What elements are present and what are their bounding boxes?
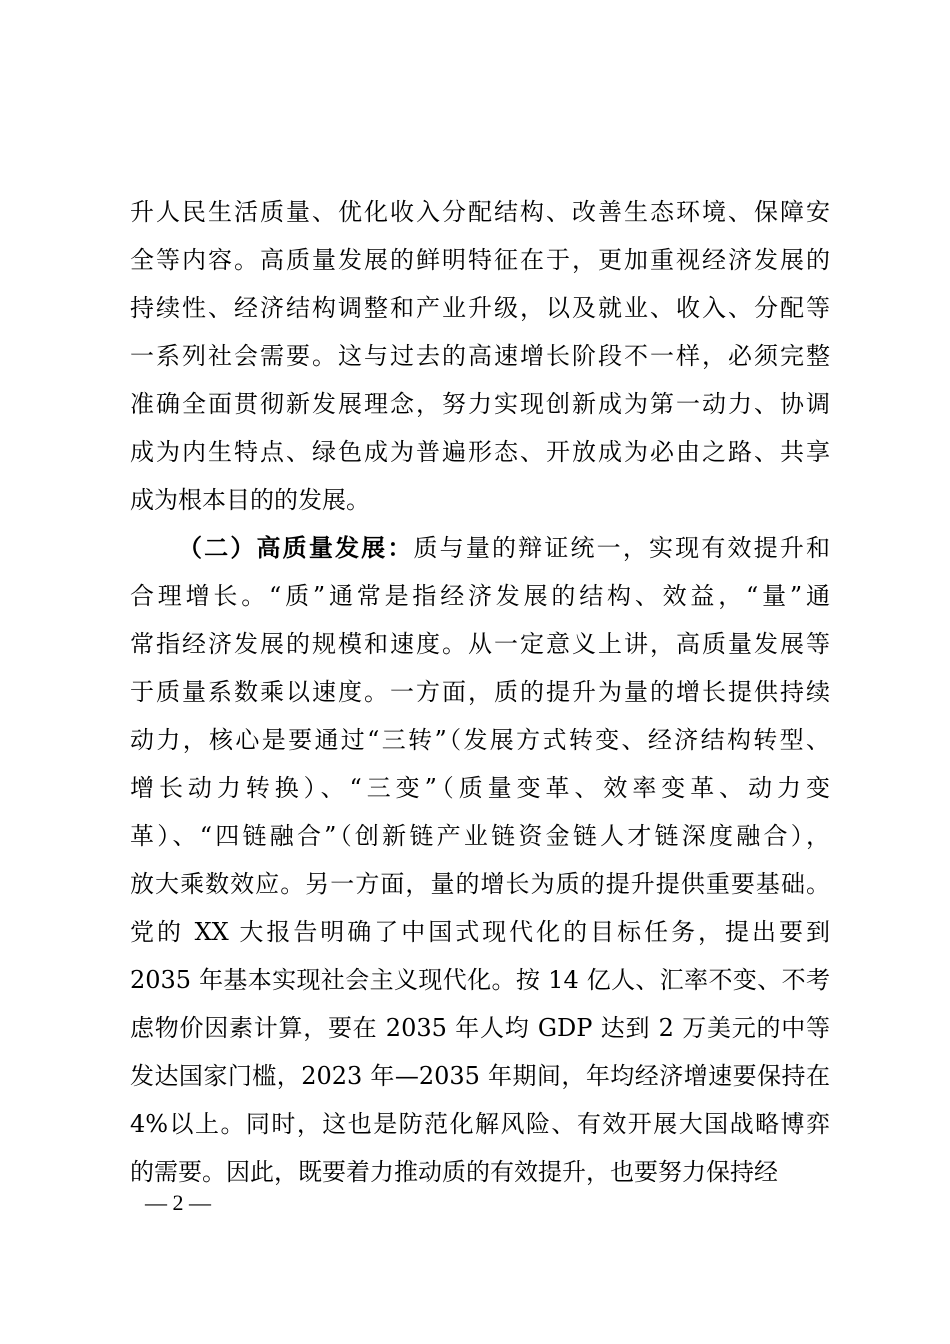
paragraph-1-line-1: 升人民生活质量、优化收入分配结构、改善生态环境、保障安 bbox=[130, 198, 830, 226]
paragraph-2-line-13: 4%以上。同时，这也是防范化解风险、有效开展大国战略博弈 bbox=[130, 1110, 830, 1138]
paragraph-2-line-1 bbox=[178, 524, 830, 572]
paragraph-2-line-5: 动力，核心是要通过“三转”（发展方式转变、经济结构转型、 bbox=[130, 726, 830, 754]
paragraph-2-line-9: 党的 XX 大报告明确了中国式现代化的目标任务，提出要到 bbox=[130, 918, 830, 946]
paragraph-2-line-2: 合理增长。“质”通常是指经济发展的结构、效益，“量”通 bbox=[130, 582, 830, 610]
paragraph-1-line-6: 成为内生特点、绿色成为普遍形态、开放成为必由之路、共享 bbox=[130, 438, 830, 466]
paragraph-2-line-8: 放大乘数效应。另一方面，量的增长为质的提升提供重要基础。 bbox=[130, 870, 830, 898]
paragraph-2-line-10: 2035 年基本实现社会主义现代化。按 14 亿人、汇率不变、不考 bbox=[130, 966, 830, 994]
paragraph-1-line-7: 成为根本目的的发展。 bbox=[130, 486, 370, 514]
paragraph-2-line-6: 增长动力转换）、“三变”（质量变革、效率变革、动力变 bbox=[130, 774, 830, 802]
paragraph-1-line-2: 全等内容。高质量发展的鲜明特征在于，更加重视经济发展的 bbox=[130, 246, 830, 274]
paragraph-2-line-12: 发达国家门槛，2023 年—2035 年期间，年均经济增速要保持在 bbox=[130, 1062, 830, 1090]
paragraph-2-line-7: 革）、“四链融合”（创新链产业链资金链人才链深度融合）， bbox=[130, 822, 830, 850]
paragraph-1-line-5: 准确全面贯彻新发展理念，努力实现创新成为第一动力、协调 bbox=[130, 390, 830, 418]
paragraph-2-line-11: 虑物价因素计算，要在 2035 年人均 GDP 达到 2 万美元的中等 bbox=[130, 1014, 830, 1042]
paragraph-2-line-4: 于质量系数乘以速度。一方面，质的提升为量的增长提供持续 bbox=[130, 678, 830, 706]
paragraph-2-line-3: 常指经济发展的规模和速度。从一定意义上讲，高质量发展等 bbox=[130, 630, 830, 658]
page-number: — 2 — bbox=[145, 1190, 211, 1215]
paragraph-1-line-3: 持续性、经济结构调整和产业升级，以及就业、收入、分配等 bbox=[130, 294, 830, 322]
section-heading: （二）高质量发展： bbox=[178, 533, 414, 562]
paragraph-1-line-4: 一系列社会需要。这与过去的高速增长阶段不一样，必须完整 bbox=[130, 342, 830, 370]
paragraph-2-line-14: 的需要。因此，既要着力推动质的有效提升，也要努力保持经 bbox=[130, 1158, 778, 1186]
paragraph-2-line-1-text: 质与量的辩证统一，实现有效提升和 bbox=[413, 534, 830, 562]
